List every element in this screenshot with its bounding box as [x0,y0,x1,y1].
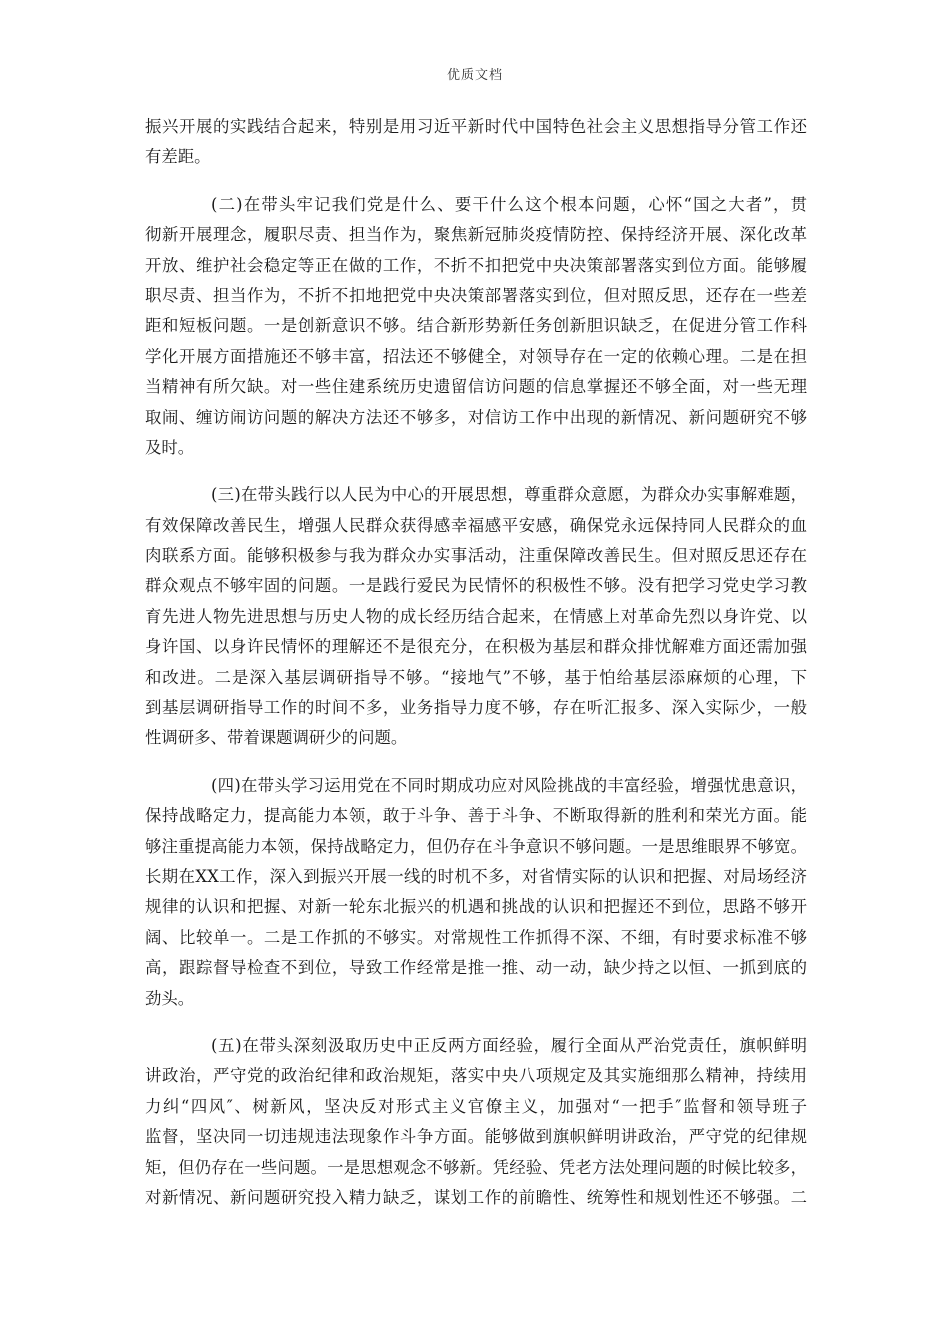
text-line: 有效保障改善民生，增强人民群众获得感幸福感平安感，确保党永远保持同人民群众的血 [145,515,807,535]
paragraph [145,480,807,754]
paragraph [145,112,807,173]
text-line: 监督，坚决同一切违规违法现象作斗争方面。能够做到旗帜鲜明讲政治，严守党的纪律规 [145,1127,807,1147]
text-line: 劲头。 [145,988,195,1008]
text-line: 规律的认识和把握、对新一轮东北振兴的机遇和挑战的认识和把握还不到位，思路不够开 [145,897,807,917]
text-line: (二)在带头牢记我们党是什么、要干什么这个根本问题，心怀“国之大者”，贯 [211,194,807,214]
paragraph [145,190,807,464]
text-line: (三)在带头践行以人民为中心的开展思想，尊重群众意愿，为群众办实事解难题， [211,485,807,505]
text-line: 身许国、以身许民情怀的理解还不是很充分，在积极为基层和群众排忧解难方面还需加强 [145,637,807,657]
text-line: 职尽责、担当作为，不折不扣地把党中央决策部署落实到位，但对照反思，还存在一些差 [145,285,807,305]
text-line: 长期在XX工作，深入到振兴开展一线的时机不多，对省情实际的认识和把握、对局场经济 [145,866,807,886]
text-line: (四)在带头学习运用党在不同时期成功应对风险挑战的丰富经验，增强忧患意识， [211,775,807,795]
text-line: 开放、维护社会稳定等正在做的工作，不折不扣把党中央决策部署落实到位方面。能够履 [145,255,807,275]
text-line: 当精神有所欠缺。对一些住建系统历史遗留信访问题的信息掌握还不够全面，对一些无理 [145,377,807,397]
text-line: (五)在带头深刻汲取历史中正反两方面经验，履行全面从严治党责任，旗帜鲜明 [211,1035,807,1055]
text-line: 育先进人物先进思想与历史人物的成长经历结合起来，在情感上对革命先烈以身许党、以 [145,606,807,626]
text-line: 保持战略定力，提高能力本领，敢于斗争、善于斗争、不断取得新的胜利和荣光方面。能 [145,806,807,826]
text-line: 距和短板问题。一是创新意识不够。结合新形势新任务创新胆识缺乏，在促进分管工作科 [145,316,807,336]
text-line: 力纠“四风″、树新风，坚决反对形式主义官僚主义，加强对“一把手″监督和领导班子 [145,1096,807,1116]
text-line: 够注重提高能力本领，保持战略定力，但仍存在斗争意识不够问题。一是思维眼界不够宽。 [145,836,807,856]
page-header: 优质文档 [446,68,503,83]
text-line: 彻新开展理念，履职尽责、担当作为，聚焦新冠肺炎疫情防控、保持经济开展、深化改革 [145,225,807,245]
text-line: 及时。 [145,437,195,457]
paragraph [145,771,807,1014]
text-line: 对新情况、新问题研究投入精力缺乏，谋划工作的前瞻性、统筹性和规划性还不够强。二 [145,1187,807,1207]
text-line: 讲政治，严守党的政治纪律和政治规矩，落实中央八项规定及其实施细那么精神，持续用 [145,1066,807,1086]
text-line: 和改进。二是深入基层调研指导不够。“接地气”不够，基于怕给基层添麻烦的心理，下 [145,667,807,687]
text-line: 阔、比较单一。二是工作抓的不够实。对常规性工作抓得不深、不细，有时要求标准不够 [145,927,807,947]
text-line: 取闹、缠访闹访问题的解决方法还不够多，对信访工作中出现的新情况、新问题研究不够 [145,407,807,427]
document-body [145,112,807,1230]
text-line: 振兴开展的实践结合起来，特别是用习近平新时代中国特色社会主义思想指导分管工作还 [145,117,807,136]
text-line: 学化开展方面措施还不够丰富，招法还不够健全，对领导存在一定的依赖心理。二是在担 [145,346,807,366]
text-line: 群众观点不够牢固的问题。一是践行爱民为民情怀的积极性不够。没有把学习党史学习教 [145,576,807,596]
text-line: 有差距。 [145,147,211,167]
text-line: 肉联系方面。能够积极参与我为群众办实事活动，注重保障改善民生。但对照反思还存在 [145,546,807,566]
text-line: 性调研多、带着课题调研少的问题。 [145,728,408,748]
text-line: 到基层调研指导工作的时间不多，业务指导力度不够，存在听汇报多、深入实际少，一般 [145,698,807,718]
text-line: 矩，但仍存在一些问题。一是思想观念不够新。凭经验、凭老方法处理问题的时候比较多， [145,1157,807,1177]
text-line: 高，跟踪督导检查不到位，导致工作经常是推一推、动一动，缺少持之以恒、一抓到底的 [145,958,807,978]
paragraph [145,1031,807,1213]
